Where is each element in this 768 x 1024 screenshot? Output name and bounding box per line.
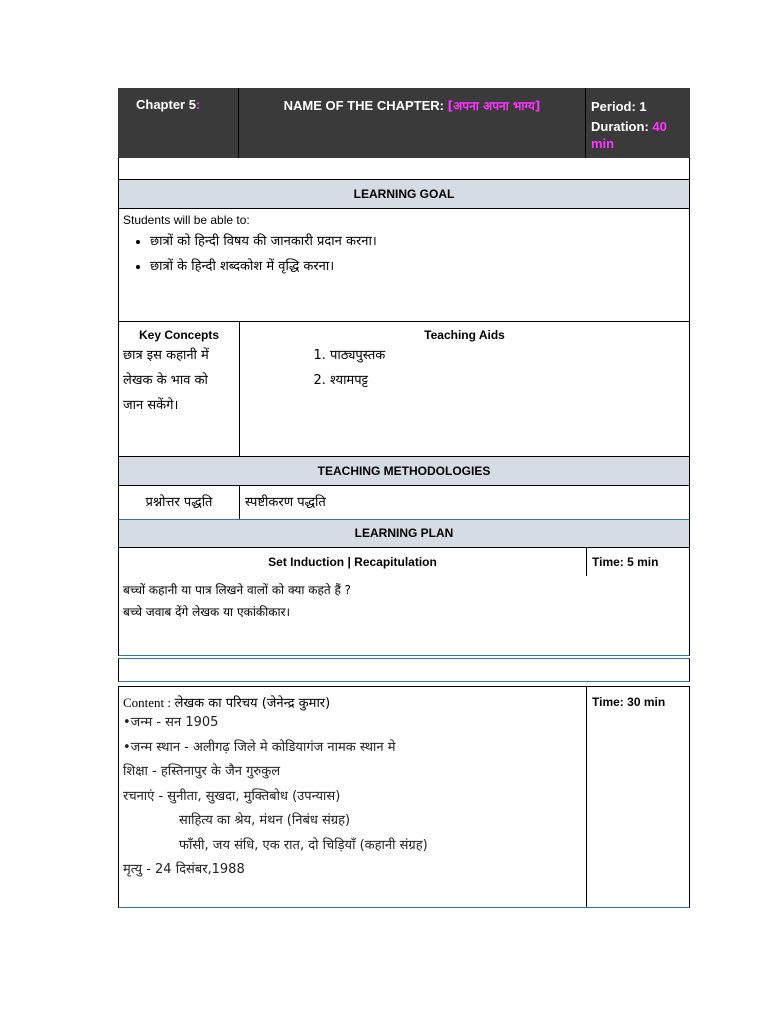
set-induction-text — [123, 579, 351, 623]
key-concepts-line: जान सकेंगे। — [123, 398, 179, 413]
set-induction-row — [118, 547, 690, 656]
learning-goal-intro: Students will be able to: — [123, 213, 250, 227]
learning-goal-item: • छात्रों के हिन्दी शब्दकोश में वृद्धि करना। — [150, 254, 689, 279]
header-row — [118, 88, 690, 158]
set-induction-line: बच्चे जवाब देंगे लेखक या एकांकीकार। — [123, 605, 291, 619]
learning-goal-list — [123, 229, 689, 279]
content-line: फाँसी, जय संधि, एक रात, दो चिड़ियाँ (कहानी संग्रह) — [179, 837, 428, 853]
concepts-aids-row — [118, 321, 690, 456]
method-2: स्पष्टीकरण पद्धति — [245, 495, 326, 510]
chapter-name-cell — [239, 88, 586, 158]
teaching-methodologies-heading: TEACHING METHODOLOGIES — [118, 456, 690, 485]
teaching-aids-title: Teaching Aids — [424, 328, 505, 342]
content-line: शिक्षा - हस्तिनापुर के जैन गुरुकुल — [123, 764, 281, 779]
content-row — [118, 686, 690, 908]
period-label: Period: — [591, 99, 636, 114]
duration-value: 40 — [652, 119, 667, 134]
chapter-cell — [118, 88, 239, 158]
set-induction-time: Time: 5 min — [592, 555, 659, 569]
teaching-aids-list — [240, 343, 689, 393]
chapter-label: Chapter — [136, 97, 186, 112]
duration-label: Duration: — [591, 119, 649, 134]
chapter-number: 5 — [188, 97, 196, 112]
content-line: साहित्य का श्रेय, मंथन (निबंध संग्रह) — [179, 813, 351, 828]
lesson-plan — [118, 88, 690, 908]
chapter-name-value: [अपना अपना भाग्य] — [447, 99, 541, 113]
key-concepts-line: छात्र इस कहानी में — [123, 348, 209, 363]
set-induction-title: Set Induction | Recapitulation — [119, 548, 587, 576]
key-concepts-cell — [119, 322, 240, 456]
key-concepts-title: Key Concepts — [138, 328, 220, 342]
content-title: लेखक का परिचय (जेनेन्द्र कुमार) — [174, 696, 331, 711]
content-time-unit: min — [643, 695, 666, 709]
period-cell — [586, 88, 690, 158]
content-time — [592, 695, 665, 709]
period-value: 1 — [639, 99, 647, 114]
learning-goal-body — [118, 208, 690, 321]
content-heading — [119, 687, 586, 711]
content-line: •जन्म - सन 1905 — [123, 715, 219, 730]
teaching-aid-item: 1. पाठ्यपुस्तक — [330, 343, 689, 368]
content-label: Content : — [123, 695, 172, 710]
chapter-colon: : — [195, 97, 201, 112]
key-concepts-text — [119, 343, 239, 418]
method-1: प्रश्नोत्तर पद्धति — [119, 486, 240, 519]
content-line: रचनाएं - सुनीता, सुखदा, मुक्तिबोध (उपन्यास) — [123, 788, 341, 804]
duration-unit: min — [591, 136, 615, 151]
learning-goal-heading: LEARNING GOAL — [118, 179, 690, 208]
blank-row — [118, 658, 690, 682]
set-induction-line: बच्चों कहानी या पात्र लिखने वालों को क्या कहते हैं ? — [123, 583, 352, 597]
teaching-aids-cell — [240, 322, 689, 456]
content-line: मृत्यु - 24 दिसंबर,1988 — [123, 862, 245, 877]
spacer-row — [118, 158, 690, 179]
methods-row — [118, 485, 690, 519]
content-cell — [119, 687, 587, 907]
learning-plan-heading: LEARNING PLAN — [118, 519, 690, 547]
content-body — [119, 711, 586, 883]
key-concepts-line: लेखक के भाव को — [123, 373, 208, 388]
content-time-label: Time: — [592, 695, 624, 709]
teaching-aid-item: 2. श्यामपट्ट — [330, 368, 689, 393]
chapter-name-label: NAME OF THE CHAPTER: — [283, 98, 444, 113]
learning-goal-item: • छात्रों को हिन्दी विषय की जानकारी प्रदान करना। — [150, 229, 689, 254]
content-line: •जन्म स्थान - अलीगढ़ जिले मे कोडियागंज नामक स्थान मे — [123, 739, 396, 755]
content-time-value: 30 — [627, 695, 641, 709]
